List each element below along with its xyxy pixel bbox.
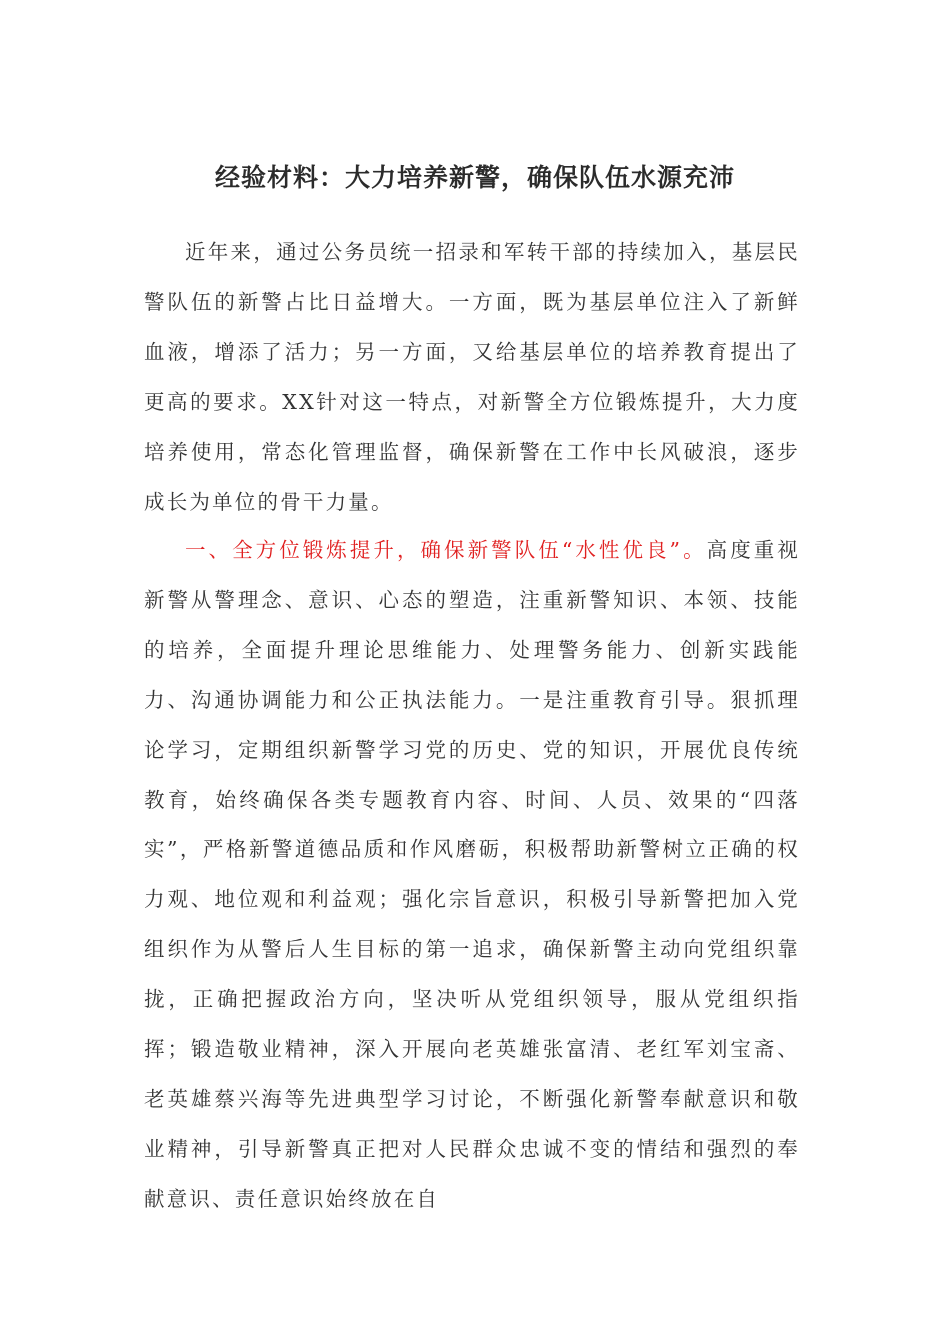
document-title: 经验材料：大力培养新警，确保队伍水源充沛 <box>214 163 735 192</box>
paragraph-intro <box>144 228 800 527</box>
paragraph-section-one <box>144 526 800 1225</box>
paragraph-intro-text: 近年来，通过公务员统一招录和军转干部的持续加入，基层民警队伍的新警占比日益增大。一方面，既为基层单位注入了新鲜血液，增添了活力；另一方面，又给基层单位的培养教育提出了更高的要求。XX针对这一特点，对新警全方位锻炼提升，大力度培养使用，常态化管理监督，确保新警在工作中长风破浪，逐步成长为单位的骨干力量。 <box>144 240 800 514</box>
section-one-heading: 一、全方位锻炼提升，确保新警队伍“水性优良”。 <box>185 538 707 562</box>
section-one-body: 高度重视新警从警理念、意识、心态的塑造，注重新警知识、本领、技能的培养，全面提升理论思维能力、处理警务能力、创新实践能力、沟通协调能力和公正执法能力。一是注重教育引导。狠抓理论学习，定期组织新警学习党的历史、党的知识，开展优良传统教育，始终确保各类专题教育内容、时间、人员、效果的“四落实”，严格新警道德品质和作风磨砺，积极帮助新警树立正确的权力观、地位观和利益观；强化宗旨意识，积极引导新警把加入党组织作为从警后人生目标的第一追求，确保新警主动向党组织靠拢，正确把握政治方向，坚决听从党组织领导，服从党组织指挥；锻造敬业精神，深入开展向老英雄张富清、老红军刘宝斋、老英雄蔡兴海等先进典型学习讨论，不断强化新警奉献意识和敬业精神，引导新警真正把对人民群众忠诚不变的情结和强烈的奉献意识、责任意识始终放在自 <box>144 538 800 1211</box>
